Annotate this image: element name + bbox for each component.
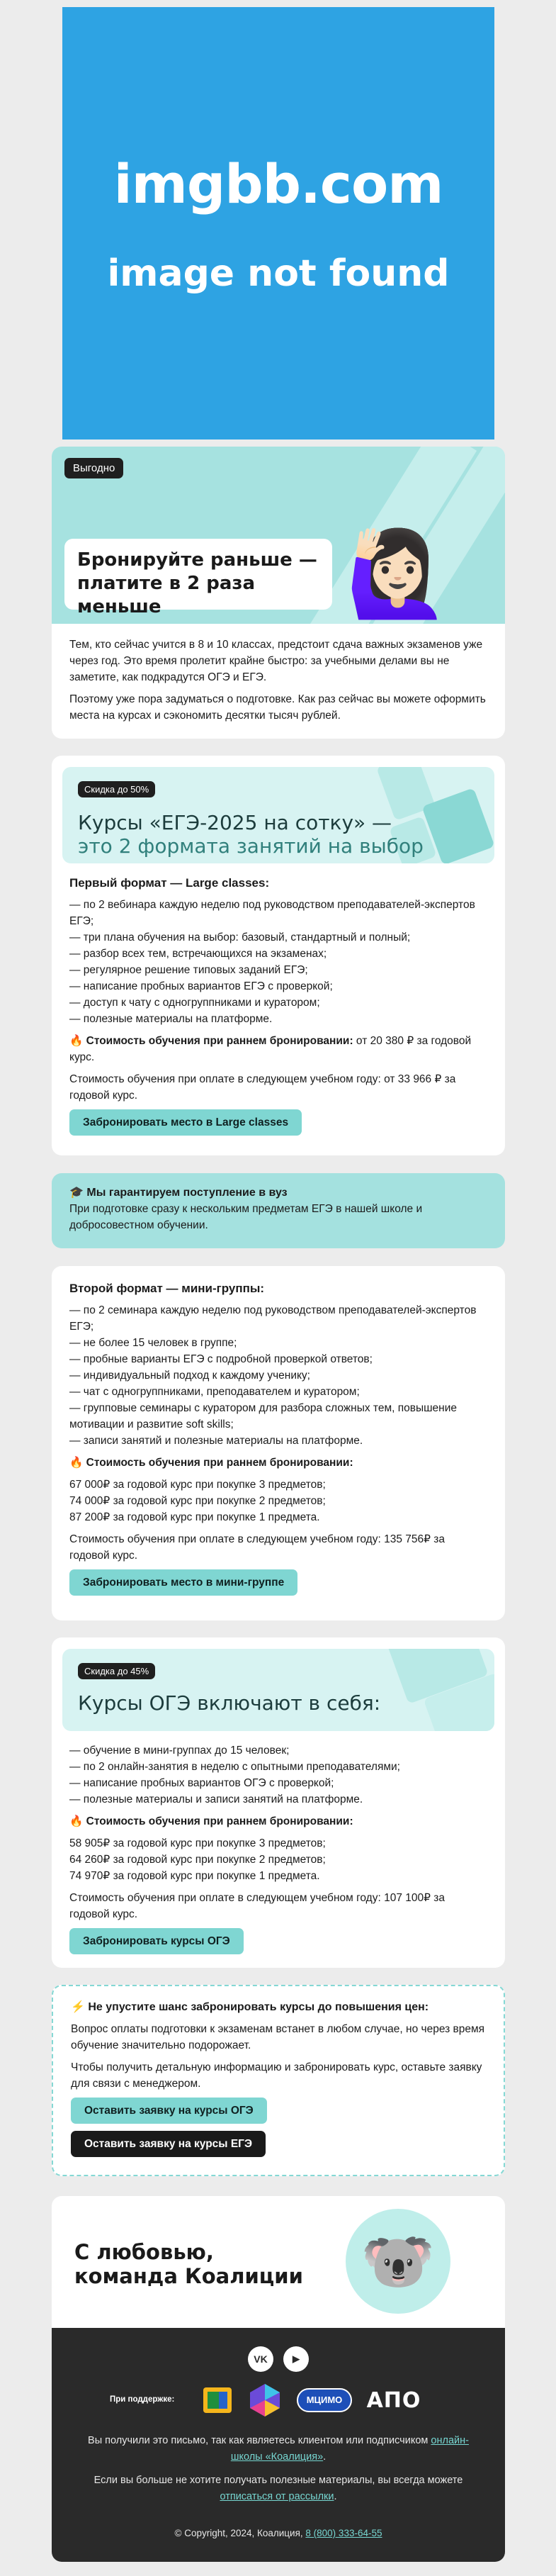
cta-paragraph: Чтобы получить детальную информацию и забронировать курс, оставьте заявку для связи с менеджером. (71, 2061, 482, 2090)
promo-headline-line1: Бронируйте раньше — (77, 549, 317, 571)
youtube-icon[interactable]: ▶ (283, 2346, 309, 2372)
price-label: Стоимость обучения при раннем бронировании: (86, 1815, 353, 1827)
partner-logo-mcimo: МЦИМО (295, 2383, 354, 2417)
signature-line1: С любовью, (74, 2240, 214, 2264)
list-item: — по 2 онлайн-занятия в неделю с опытными преподавателями; (69, 1761, 400, 1773)
cta-block (52, 1985, 505, 2176)
koala-mascot-icon: 🐨 (346, 2209, 450, 2314)
cta-title: Не упустите шанс забронировать курсы до повышения цен: (88, 2001, 429, 2013)
subscription-note: Вы получили это письмо, так как являетесь клиентом или подписчиком онлайн-школы «Коалиция». (88, 2435, 469, 2463)
banner-message: image not found (107, 252, 450, 295)
promo-headline-line2: платите в 2 раза меньше (77, 573, 256, 617)
list-item: — обучение в мини-группах до 15 человек; (69, 1745, 290, 1757)
list-item: — по 2 семинара каждую неделю под руководством преподавателей-экспертов ЕГЭ; (69, 1304, 477, 1333)
early-price (69, 1813, 487, 1830)
list-item: — чат с одногруппниками, преподавателем и куратором; (69, 1386, 360, 1398)
signature-block (52, 2196, 505, 2328)
list-item: — пробные варианты ЕГЭ с подробной проверкой ответов; (69, 1353, 373, 1365)
format-title: Первый формат — Large classes: (69, 876, 270, 890)
list-item: — не более 15 человек в группе; (69, 1337, 237, 1349)
early-price (69, 1455, 487, 1471)
price-item: 74 970₽ за годовой курс при покупке 1 предмета. (69, 1870, 320, 1882)
list-item: — полезные материалы на платформе. (69, 1013, 273, 1025)
list-item: — разбор всех тем, встречающихся на экзаменах; (69, 948, 327, 960)
oge-body (69, 1742, 487, 1954)
price-item: 87 200₽ за годовой курс при покупке 1 предмета. (69, 1511, 320, 1523)
vk-icon[interactable]: VK (248, 2346, 273, 2372)
price-value: от 20 380 ₽ за годовой курс. (69, 1035, 472, 1063)
ege-title (78, 811, 424, 858)
feature-list (69, 1742, 487, 1808)
discount-badge: Скидка до 50% (78, 781, 155, 797)
ege-course-card (52, 756, 505, 1155)
next-year-price: Стоимость обучения при оплате в следующем учебном году: от 33 966 ₽ за годовой курс. (69, 1073, 456, 1102)
list-item: — доступ к чату с одногруппниками и куратором; (69, 997, 320, 1009)
cta-paragraph: Вопрос оплаты подготовки к экзаменам встанет в любом случае, но через время обучение значительно подорожает. (71, 2023, 485, 2051)
discount-badge: Скидка до 45% (78, 1663, 155, 1679)
oge-course-card (52, 1637, 505, 1968)
format-title: Второй формат — мини-группы: (69, 1282, 265, 1295)
signature-line2: команда Коалиции (74, 2264, 303, 2288)
book-mini-group-button[interactable]: Забронировать место в мини-группе (69, 1569, 297, 1596)
mini-group-card (52, 1266, 505, 1620)
school-link[interactable]: онлайн-школы «Коалиция» (230, 2435, 469, 2463)
footer (52, 2328, 505, 2562)
list-item: — написание пробных вариантов ОГЭ с проверкой; (69, 1777, 334, 1789)
feature-list (69, 1302, 487, 1449)
fire-icon: 🔥 (69, 1457, 84, 1469)
ege-body (69, 875, 487, 1136)
image-not-found-banner (62, 7, 494, 439)
guarantee-text: При подготовке сразу к нескольким предметам ЕГЭ в нашей школе и добросовестном обучении. (69, 1203, 423, 1231)
cta-title-row (71, 1999, 486, 2015)
list-item: — три плана обучения на выбор: базовый, стандартный и полный; (69, 931, 411, 943)
ege-title-line1: Курсы «ЕГЭ-2025 на сотку» — (78, 811, 392, 834)
feature-list (69, 897, 487, 1027)
unsubscribe-note: Если вы больше не хотите получать полезные материалы, вы всегда можете отписаться от рассылки. (93, 2475, 463, 2502)
fire-icon: 🔥 (69, 1035, 84, 1047)
partner-logo-cube-icon (197, 2383, 238, 2417)
guarantee-title-row (69, 1185, 487, 1201)
request-oge-button[interactable]: Оставить заявку на курсы ОГЭ (71, 2098, 267, 2124)
ege-title-line2: это 2 формата занятий на выбор (78, 834, 424, 858)
request-ege-button[interactable]: Оставить заявку на курсы ЕГЭ (71, 2131, 266, 2157)
promo-paragraph: Поэтому уже пора задуматься о подготовке. Как раз сейчас вы можете оформить места на курсах и сэкономить десятки тысяч рублей. (69, 693, 486, 722)
list-item: — записи занятий и полезные материалы на платформе. (69, 1435, 363, 1447)
oge-header (62, 1649, 494, 1731)
list-item: — по 2 вебинара каждую неделю под руководством преподавателей-экспертов ЕГЭ; (69, 899, 475, 927)
promo-badge: Выгодно (64, 458, 123, 478)
list-item: — написание пробных вариантов ЕГЭ с проверкой; (69, 980, 333, 992)
price-label: Стоимость обучения при раннем бронировании: (86, 1035, 353, 1047)
book-large-classes-button[interactable]: Забронировать место в Large classes (69, 1109, 302, 1136)
early-price (69, 1033, 487, 1065)
list-item: — индивидуальный подход к каждому ученику; (69, 1370, 310, 1382)
list-item: — полезные материалы и записи занятий на платформе. (69, 1793, 363, 1805)
ege-header (62, 767, 494, 863)
price-item: 58 905₽ за годовой курс при покупке 3 предметов; (69, 1837, 326, 1849)
guarantee-banner (52, 1173, 505, 1248)
promo-text (69, 637, 487, 729)
phone-link[interactable]: 8 (800) 333-64-55 (305, 2528, 382, 2538)
list-item: — регулярное решение типовых заданий ЕГЭ; (69, 964, 308, 976)
partner-logo-apo: АПО (366, 2387, 421, 2413)
guarantee-title: Мы гарантируем поступление в вуз (86, 1187, 288, 1199)
signature-text (74, 2240, 303, 2288)
banner-brand: imgbb.com (113, 152, 443, 215)
mini-body (69, 1280, 487, 1596)
graduation-cap-icon: 🎓 (69, 1187, 84, 1199)
copyright: © Copyright, 2024, Коалиция, 8 (800) 333-64-55 (174, 2528, 382, 2538)
oge-title: Курсы ОГЭ включают в себя: (78, 1691, 381, 1715)
price-list (69, 1477, 487, 1525)
promo-headline (64, 539, 332, 617)
price-item: 64 260₽ за годовой курс при покупке 2 предметов; (69, 1854, 326, 1866)
next-year-price: Стоимость обучения при оплате в следующем учебном году: 107 100₽ за годовой курс. (69, 1892, 446, 1920)
next-year-price: Стоимость обучения при оплате в следующем учебном году: 135 756₽ за годовой курс. (69, 1533, 446, 1562)
partner-logo-hexagon-icon (244, 2383, 285, 2417)
unsubscribe-link[interactable]: отписаться от рассылки (220, 2491, 334, 2502)
price-item: 67 000₽ за годовой курс при покупке 3 предметов; (69, 1479, 326, 1491)
price-label: Стоимость обучения при раннем бронировании: (86, 1457, 353, 1469)
promo-hero (52, 447, 505, 624)
woman-illustration: 🙋🏻‍♀️ (346, 527, 450, 621)
promo-paragraph: Тем, кто сейчас учится в 8 и 10 классах, предстоит сдача важных экзаменов уже через год. Это время пролетит крайне быстро: за учебными делами вы не заметите, как подкрадутся ОГЭ и ЕГЭ. (69, 639, 483, 683)
list-item: — групповые семинары с куратором для разбора сложных тем, повышение мотивации и развитие soft skills; (69, 1402, 458, 1430)
fire-icon: 🔥 (69, 1815, 84, 1827)
price-list (69, 1835, 487, 1884)
book-oge-button[interactable]: Забронировать курсы ОГЭ (69, 1928, 244, 1954)
price-item: 74 000₽ за годовой курс при покупке 2 предметов; (69, 1495, 326, 1507)
lightning-icon: ⚡ (71, 2001, 85, 2013)
promo-card (52, 447, 505, 739)
support-label: При поддержке: (110, 2395, 175, 2404)
